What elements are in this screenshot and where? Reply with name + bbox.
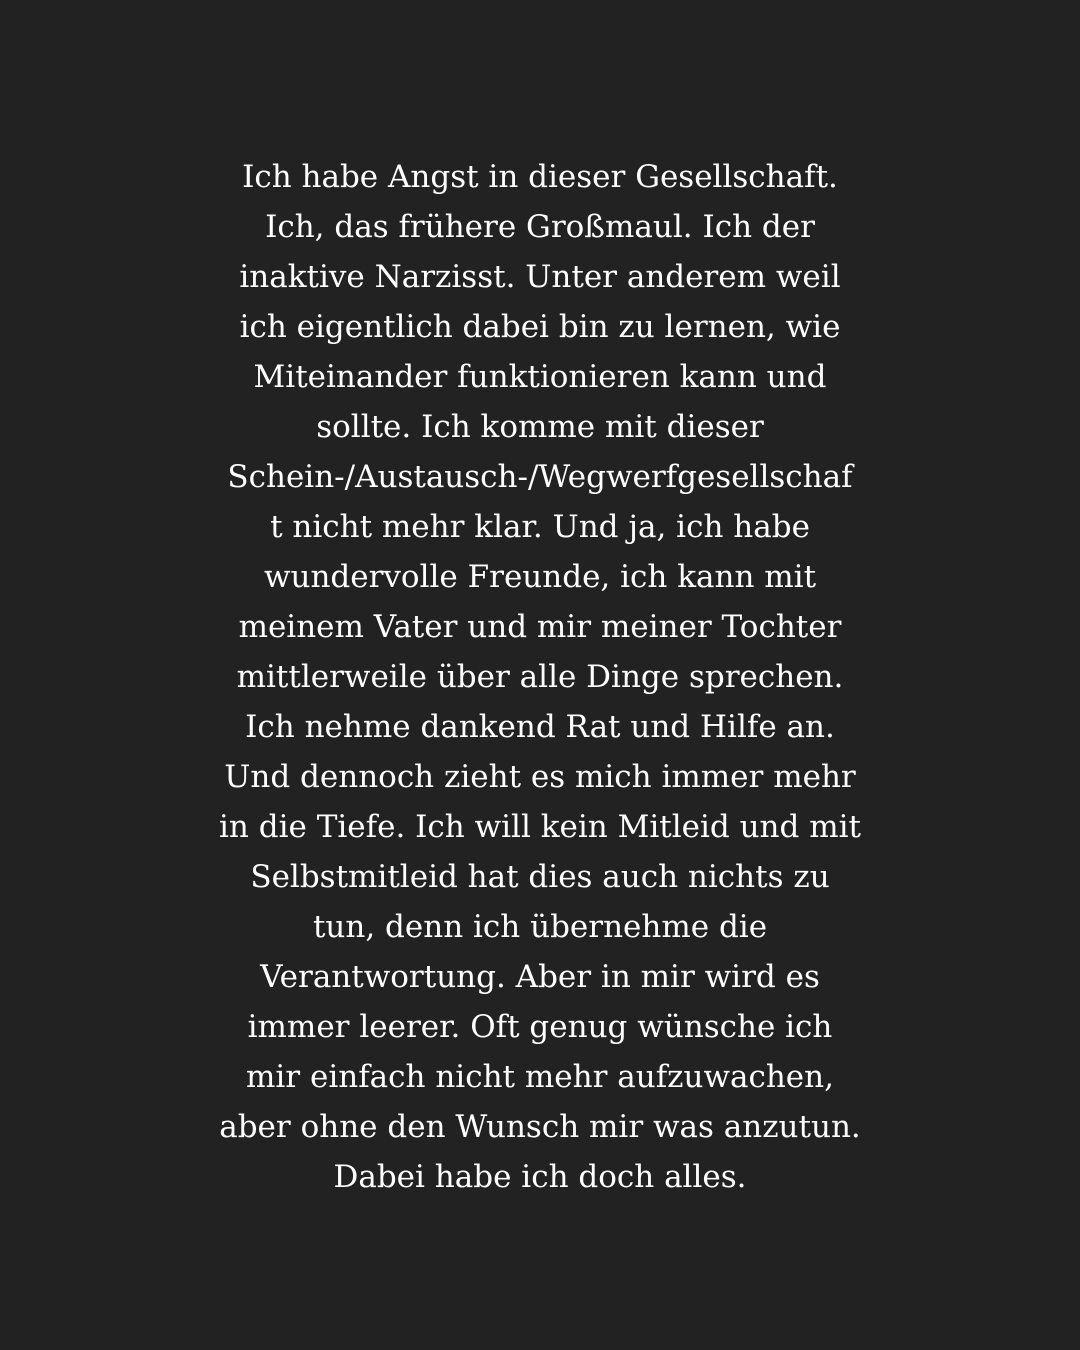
text-line: Dabei habe ich doch alles. (333, 1159, 747, 1195)
text-line: Und dennoch zieht es mich immer mehr (224, 759, 856, 795)
text-line: aber ohne den Wunsch mir was anzutun. (219, 1109, 861, 1145)
text-line: in die Tiefe. Ich will kein Mitleid und mit (219, 809, 861, 845)
text-line: immer leerer. Oft genug wünsche ich (247, 1009, 833, 1045)
text-line: Verantwortung. Aber in mir wird es (260, 959, 820, 995)
text-line: meinem Vater und mir meiner Tochter (238, 609, 842, 645)
text-line: Ich, das frühere Großmaul. Ich der (265, 209, 815, 245)
text-line: Schein-/Austausch-/Wegwerfgesellschaf (227, 459, 853, 495)
text-line: Miteinander funktionieren kann und (253, 359, 827, 395)
post-text (140, 152, 940, 1202)
text-line: Ich habe Angst in dieser Gesellschaft. (242, 159, 838, 195)
text-line: inaktive Narzisst. Unter anderem weil (239, 259, 841, 295)
text-line: ich eigentlich dabei bin zu lernen, wie (239, 309, 841, 345)
text-line: tun, denn ich übernehme die (312, 909, 768, 945)
text-line: t nicht mehr klar. Und ja, ich habe (270, 509, 810, 545)
text-line: Selbstmitleid hat dies auch nichts zu (250, 859, 830, 895)
text-line: Ich nehme dankend Rat und Hilfe an. (245, 709, 835, 745)
text-line: mittlerweile über alle Dinge sprechen. (236, 659, 844, 695)
text-line: mir einfach nicht mehr aufzuwachen, (246, 1059, 834, 1095)
text-line: sollte. Ich komme mit dieser (316, 409, 764, 445)
text-line: wundervolle Freunde, ich kann mit (263, 559, 817, 595)
